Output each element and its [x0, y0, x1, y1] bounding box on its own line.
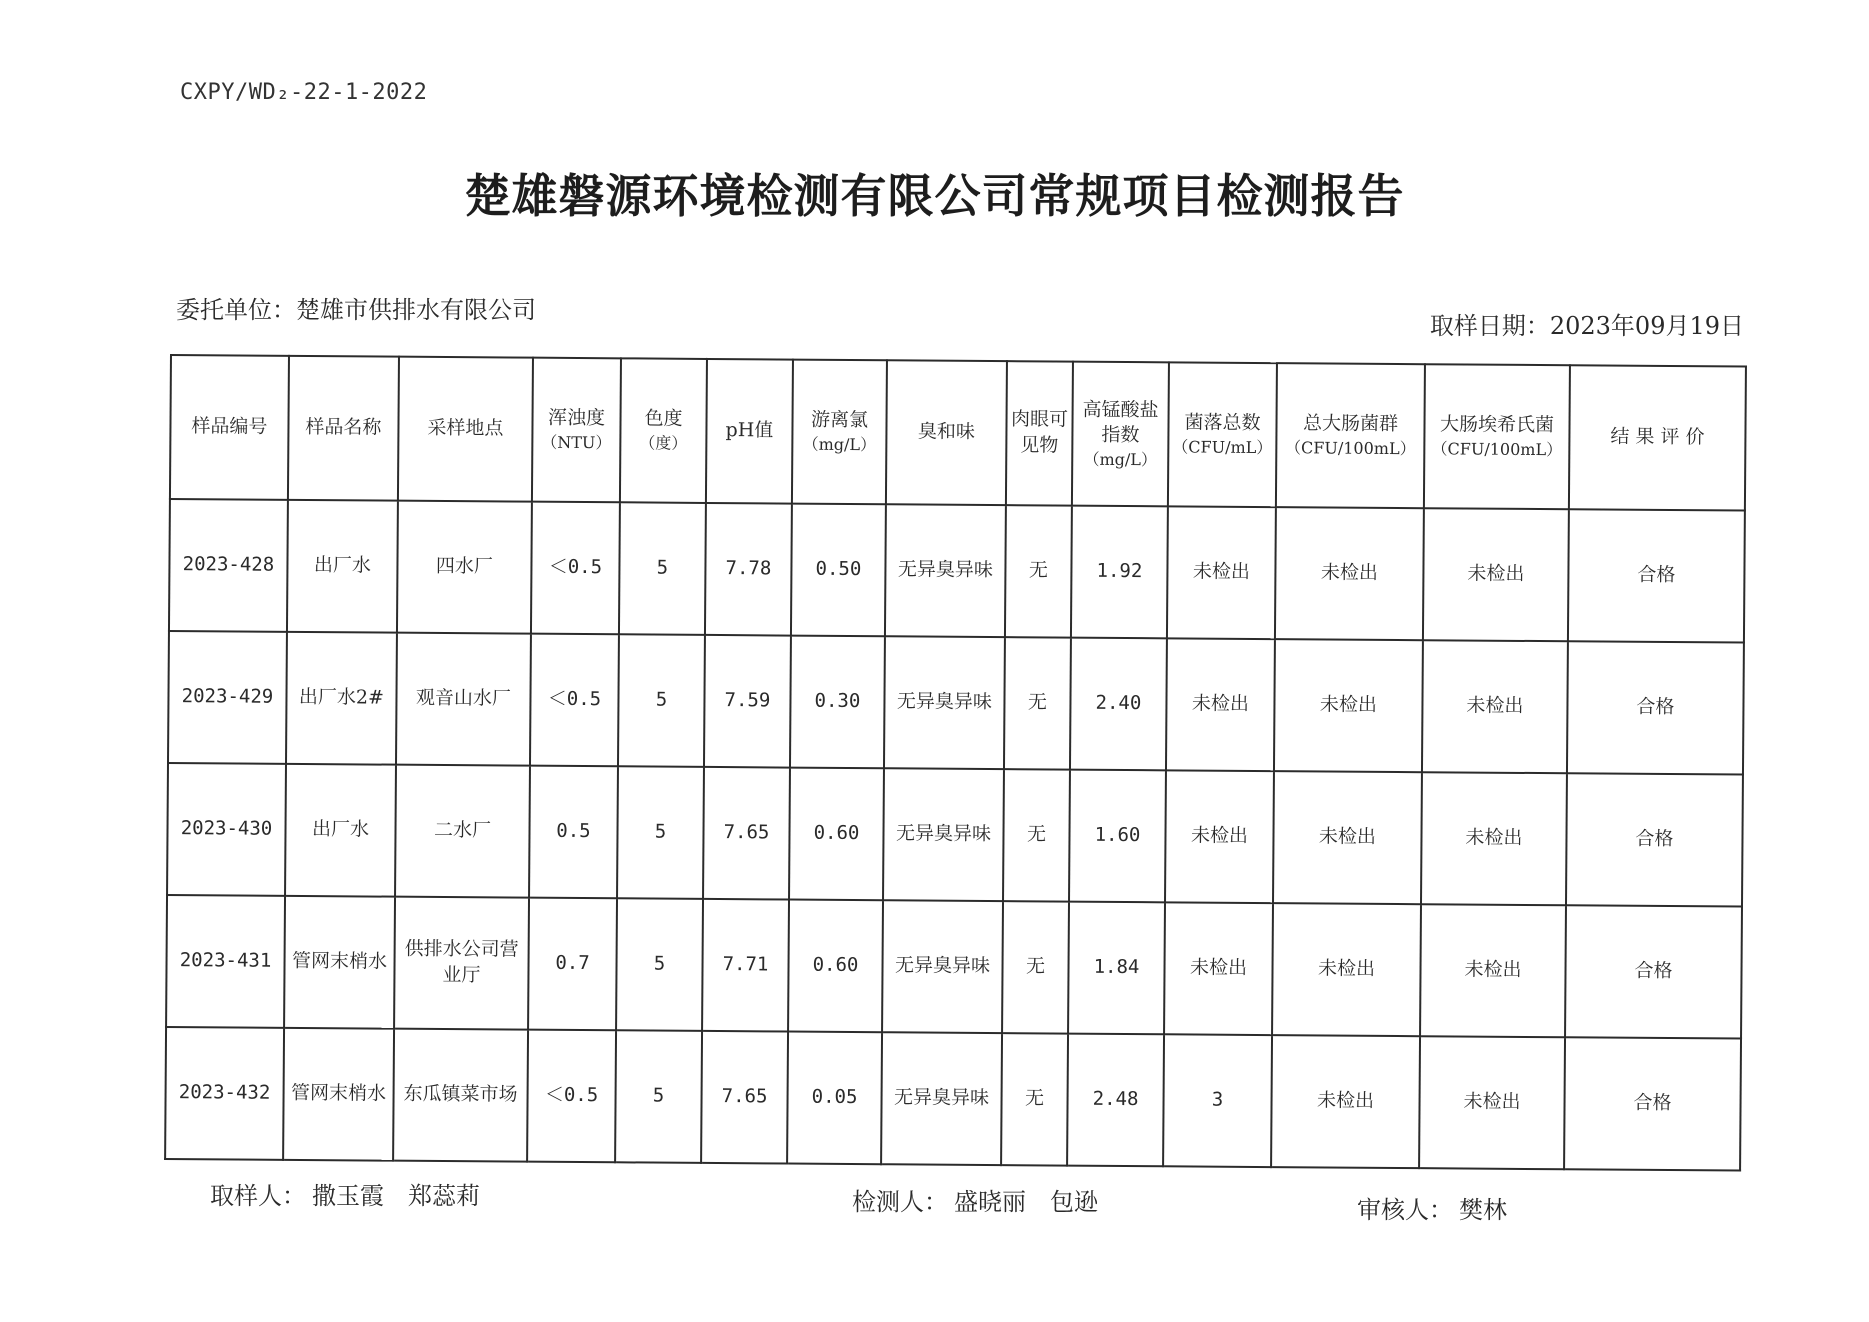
- header-cell: 结 果 评 价: [1569, 365, 1746, 510]
- table-cell: 未检出: [1420, 904, 1566, 1037]
- table-cell: 7.59: [704, 635, 791, 768]
- table-cell: 管网末梢水: [284, 896, 395, 1029]
- table-cell: 7.65: [703, 767, 790, 900]
- table-cell: 2023-430: [167, 763, 286, 896]
- header-cell: 高锰酸盐指数 （mg/L）: [1072, 362, 1169, 507]
- table-row: [169, 499, 1745, 643]
- reviewer-names: 樊林: [1459, 1196, 1507, 1224]
- table-cell: 5: [616, 898, 703, 1031]
- table-cell: 0.50: [791, 504, 886, 637]
- header-row: [170, 355, 1746, 511]
- table-cell: 未检出: [1273, 771, 1422, 904]
- table-cell: 5: [618, 634, 705, 767]
- table-cell: ＜0.5: [530, 634, 619, 767]
- client-value: 楚雄市供排水有限公司: [296, 296, 536, 324]
- table-cell: 未检出: [1272, 903, 1421, 1036]
- table-cell: 合格: [1566, 773, 1743, 906]
- tester-signature: [852, 1182, 1098, 1217]
- table-cell: 3: [1163, 1034, 1272, 1167]
- sampler-signature: [210, 1176, 480, 1211]
- header-cell: 肉眼可见物: [1006, 361, 1073, 505]
- table-cell: 7.78: [705, 503, 792, 636]
- table-cell: 5: [617, 766, 704, 899]
- table-cell: 出厂水: [287, 500, 398, 633]
- header-cell: 臭和味: [886, 360, 1007, 505]
- header-cell: 色度 （度）: [620, 358, 707, 503]
- table-cell: 无异臭异味: [885, 504, 1006, 637]
- table-cell: 无: [1003, 769, 1070, 901]
- table-cell: 未检出: [1164, 902, 1273, 1035]
- table-cell: 无异臭异味: [883, 768, 1004, 901]
- header-cell: 菌落总数 （CFU/mL）: [1168, 362, 1277, 507]
- table-cell: 0.60: [789, 768, 884, 901]
- table-cell: 2.48: [1067, 1034, 1164, 1167]
- table-cell: 出厂水2#: [286, 632, 397, 765]
- sampling-date-label: 取样日期：: [1429, 312, 1550, 340]
- table-cell: 观音山水厂: [396, 633, 531, 766]
- table-cell: 四水厂: [397, 501, 532, 634]
- sampler-names: 撒玉霞 郑蕊莉: [312, 1182, 480, 1210]
- header-cell: 游离氯 （mg/L）: [792, 360, 887, 505]
- table-row: [166, 895, 1742, 1039]
- tester-label: 检测人：: [852, 1188, 948, 1216]
- document-number: CXPY/WD₂-22-1-2022: [180, 80, 428, 105]
- table-cell: 2023-432: [165, 1027, 284, 1160]
- client-info: [176, 290, 536, 325]
- table-cell: ＜0.5: [527, 1030, 616, 1163]
- table-cell: 无: [1001, 1033, 1068, 1165]
- table-cell: 二水厂: [395, 765, 530, 898]
- table-cell: 无异臭异味: [882, 900, 1003, 1033]
- table-cell: 合格: [1568, 509, 1745, 642]
- table-cell: 未检出: [1422, 640, 1568, 773]
- table-cell: 合格: [1565, 905, 1742, 1038]
- reviewer-signature: [1357, 1190, 1507, 1225]
- header-cell: 样品编号: [170, 355, 289, 500]
- header-cell: 总大肠菌群 （CFU/100mL）: [1276, 363, 1425, 508]
- table-cell: 0.30: [790, 636, 885, 769]
- table-cell: 合格: [1564, 1037, 1741, 1170]
- header-cell: 样品名称: [288, 356, 399, 501]
- table-row: [165, 1027, 1741, 1171]
- table-cell: ＜0.5: [531, 502, 620, 635]
- table-cell: 0.05: [787, 1032, 882, 1165]
- table-cell: 7.71: [702, 899, 789, 1032]
- table-cell: 0.5: [529, 766, 618, 899]
- sampling-date-value: 2023年09月19日: [1549, 312, 1744, 340]
- table-cell: 东瓜镇菜市场: [393, 1029, 528, 1162]
- table-cell: 管网末梢水: [283, 1028, 394, 1161]
- client-label: 委托单位：: [176, 296, 296, 324]
- table-cell: 5: [615, 1030, 702, 1163]
- table-cell: 2023-431: [166, 895, 285, 1028]
- table-cell: 出厂水: [285, 764, 396, 897]
- table-cell: 无异臭异味: [884, 636, 1005, 769]
- table-cell: 1.92: [1071, 506, 1168, 639]
- table-row: [168, 631, 1744, 775]
- table-cell: 未检出: [1271, 1035, 1420, 1168]
- table-cell: 未检出: [1165, 770, 1274, 903]
- table-cell: 无异臭异味: [881, 1032, 1002, 1165]
- sampler-label: 取样人：: [210, 1182, 306, 1210]
- table-cell: 5: [619, 502, 706, 635]
- header-cell: pH值: [706, 359, 793, 504]
- table-cell: 未检出: [1275, 507, 1424, 640]
- header-cell: 采样地点: [398, 357, 533, 502]
- table-cell: 无: [1005, 505, 1072, 637]
- header-cell: 浑浊度 （NTU）: [532, 358, 621, 503]
- table-cell: 未检出: [1419, 1036, 1565, 1169]
- table-cell: 未检出: [1423, 508, 1569, 641]
- report-title: 楚雄磐源环境检测有限公司常规项目检测报告: [464, 169, 1405, 223]
- tester-names: 盛晓丽 包逊: [954, 1188, 1098, 1216]
- table-cell: 1.60: [1069, 770, 1166, 903]
- table-cell: 未检出: [1166, 638, 1275, 771]
- table-cell: 0.7: [528, 898, 617, 1031]
- table-cell: 7.65: [701, 1031, 788, 1164]
- table-cell: 2023-429: [168, 631, 287, 764]
- reviewer-label: 审核人：: [1357, 1196, 1453, 1224]
- table-cell: 2023-428: [169, 499, 288, 632]
- table-cell: 未检出: [1274, 639, 1423, 772]
- header-cell: 大肠埃希氏菌 （CFU/100mL）: [1424, 364, 1570, 509]
- table-cell: 合格: [1567, 641, 1744, 774]
- sampling-date: [1430, 306, 1744, 341]
- table-cell: 未检出: [1421, 772, 1567, 905]
- table-cell: 1.84: [1068, 902, 1165, 1035]
- table-cell: 供排水公司营业厅: [394, 897, 529, 1030]
- table-cell: 0.60: [788, 900, 883, 1033]
- table-cell: 无: [1002, 901, 1069, 1033]
- table-cell: 2.40: [1070, 638, 1167, 771]
- table-cell: 未检出: [1167, 506, 1276, 639]
- results-table: [164, 354, 1747, 1172]
- table-cell: 无: [1004, 637, 1071, 769]
- table-row: [167, 763, 1743, 907]
